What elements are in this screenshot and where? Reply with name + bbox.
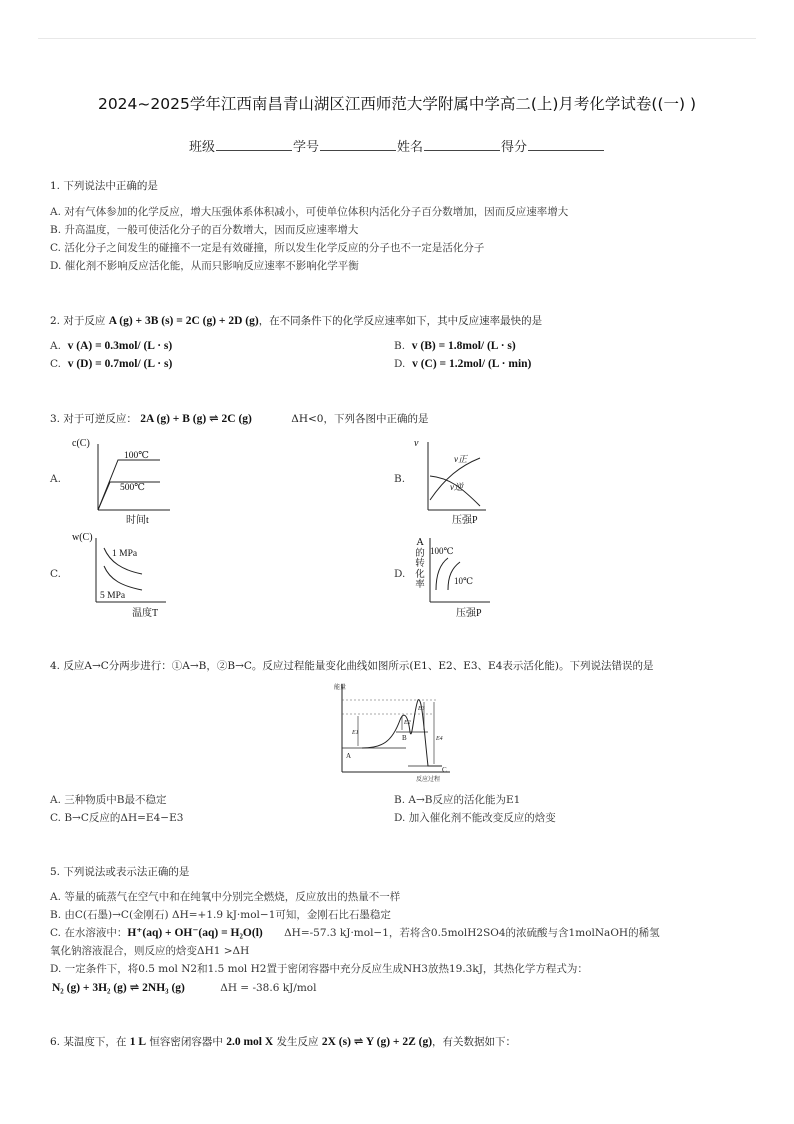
graph-d-ylabel: A的转化率 xyxy=(415,537,425,590)
q1-option-b: B. 升高温度，一般可使活化分子的百分数增大，因而反应速率增大 xyxy=(50,224,359,236)
graph-a-xlabel: 时间t xyxy=(126,515,149,526)
graph-d-xlabel: 压强P xyxy=(456,608,482,619)
q5-option-a: A. 等量的硫蒸气在空气中和在纯氧中分别完全燃烧，反应放出的热量不一样 xyxy=(50,891,401,903)
q3-graph-d xyxy=(410,528,510,624)
q1-option-a: A. 对有气体参加的化学反应，增大压强体系体积减小，可使单位体积内活化分子百分数增加，因而反应速率增大 xyxy=(50,206,569,218)
student-info-line xyxy=(0,136,794,155)
q2-option-c: C. v (D) = 0.7mol/ (L · s) xyxy=(50,358,173,370)
graph-a-curve2: 500℃ xyxy=(120,483,145,493)
diagram-label-c: C xyxy=(442,766,447,774)
graph-a-curve1: 100℃ xyxy=(124,451,149,461)
q1-option-d: D. 催化剂不影响反应活化能，从而只影响反应速率不影响化学平衡 xyxy=(50,260,359,272)
page-title: 2024~2025学年江西南昌青山湖区江西师范大学附属中学高二(上)月考化学试卷((一) ) xyxy=(97,95,697,113)
q1-option-c: C. 活化分子之间发生的碰撞不一定是有效碰撞，所以发生化学反应的分子也不一定是活化分子 xyxy=(50,242,485,254)
graph-b-curve2: v逆 xyxy=(450,482,463,492)
q3-graph-c xyxy=(70,528,180,624)
graph-d-curve2: 10℃ xyxy=(454,576,474,586)
q4-option-d: D. 加入催化剂不能改变反应的焓变 xyxy=(394,812,556,824)
class-blank[interactable] xyxy=(216,138,292,151)
graph-b-curve1: v正 xyxy=(454,454,467,464)
q3-equation: 2A (g) + B (g) ⇌ 2C (g) xyxy=(140,413,252,425)
diagram-xlabel: 反应过程 xyxy=(416,777,441,783)
q3-option-c-label: C. xyxy=(50,568,61,580)
graph-a-ylabel: c(C) xyxy=(72,438,90,449)
q3-graph-a xyxy=(70,434,180,526)
q4-stem: 4. 反应A→C分两步进行：①A→B，②B→C。反应过程能量变化曲线如图所示(E1、E2、E3、E4表示活化能)。下列说法错误的是 xyxy=(50,660,654,672)
diagram-e4: E4 xyxy=(436,736,443,742)
q5-c-equation: H⁺(aq) + OH⁻(aq) = H₂O(l) xyxy=(127,927,263,939)
graph-c-xlabel: 温度T xyxy=(132,608,159,619)
id-blank[interactable] xyxy=(320,138,396,151)
graph-b-xlabel: 压强P xyxy=(452,515,478,526)
q2-stem-prefix: 2. 对于反应 xyxy=(50,315,106,327)
q5-stem: 5. 下列说法或表示法正确的是 xyxy=(50,866,190,878)
diagram-e1: E1 xyxy=(352,730,359,736)
q5-option-d-equation: N₂ (g) + 3H₂ (g) ⇌ 2NH₃ (g) ΔH = -38.6 kJ/mol xyxy=(52,982,317,994)
diagram-e3: E3 xyxy=(418,706,425,712)
diagram-e2: E2 xyxy=(404,720,411,726)
q4-option-a: A. 三种物质中B最不稳定 xyxy=(50,794,167,806)
top-divider xyxy=(38,38,756,39)
graph-d-curve1: 100℃ xyxy=(430,546,454,556)
q2-equation: A (g) + 3B (s) = 2C (g) + 2D (g) xyxy=(108,315,259,327)
graph-c-ylabel: w(C) xyxy=(72,532,93,543)
q2-option-b: B. v (B) = 1.8mol/ (L · s) xyxy=(394,340,516,352)
diagram-label-b: B xyxy=(402,734,407,742)
diagram-ylabel: 能量 xyxy=(334,685,347,691)
q3-stem: 3. 对于可逆反应： 2A (g) + B (g) ⇌ 2C (g) ΔH<0，下列各图中正确的是 xyxy=(50,413,429,425)
q6-equation: 2X (s) ⇌ Y (g) + 2Z (g) xyxy=(321,1036,433,1048)
score-blank[interactable] xyxy=(528,138,604,151)
q2-option-a: A. v (A) = 0.3mol/ (L · s) xyxy=(50,340,173,352)
q1-stem: 1. 下列说法中正确的是 xyxy=(50,180,158,192)
q2-stem xyxy=(50,313,542,330)
q5-option-d: D. 一定条件下，将0.5 mol N2和1.5 mol H2置于密闭容器中充分反应生成NH3放热19.3kJ，其热化学方程式为： xyxy=(50,963,588,975)
graph-c-curve1: 1 MPa xyxy=(112,549,138,559)
q2-option-d: D. v (C) = 1.2mol/ (L · min) xyxy=(394,358,532,370)
class-label: 班级 xyxy=(188,140,215,155)
q4-energy-diagram xyxy=(332,680,456,784)
q4-option-b: B. A→B反应的活化能为E1 xyxy=(394,794,521,806)
graph-b-ylabel: v xyxy=(414,438,419,449)
name-blank[interactable] xyxy=(424,138,500,151)
name-label: 姓名 xyxy=(397,140,424,155)
q5-option-c: C. 在水溶液中：H⁺(aq) + OH⁻(aq) = H₂O(l) ΔH=-57.3 kJ·mol−1，若将含0.5molH2SO4的浓硫酸与含1molNaOH的稀氢 xyxy=(50,927,660,939)
q5-option-c-line2: 氧化钠溶液混合，则反应的焓变ΔH1 >ΔH xyxy=(50,945,250,957)
graph-c-curve2: 5 MPa xyxy=(100,591,126,601)
q5-option-b: B. 由C(石墨)→C(金刚石) ΔH=+1.9 kJ·mol−1可知，金刚石比石墨稳定 xyxy=(50,909,391,921)
q6-stem: 6. 某温度下，在 1 L 恒容密闭容器中 2.0 mol X 发生反应 2X (s) ⇌ Y (g) + 2Z (g)，有关数据如下： xyxy=(50,1036,517,1048)
id-label: 学号 xyxy=(292,140,319,155)
q3-graph-b xyxy=(410,434,510,526)
q2-stem-suffix: ，在不同条件下的化学反应速率如下，其中反应速率最快的是 xyxy=(258,315,543,327)
q3-option-b-label: B. xyxy=(394,473,406,485)
q4-option-c: C. B→C反应的ΔH=E4−E3 xyxy=(50,812,184,824)
q3-option-a-label: A. xyxy=(50,473,61,485)
diagram-label-a: A xyxy=(346,752,352,760)
score-label: 得分 xyxy=(501,140,528,155)
q3-option-d-label: D. xyxy=(394,568,406,580)
